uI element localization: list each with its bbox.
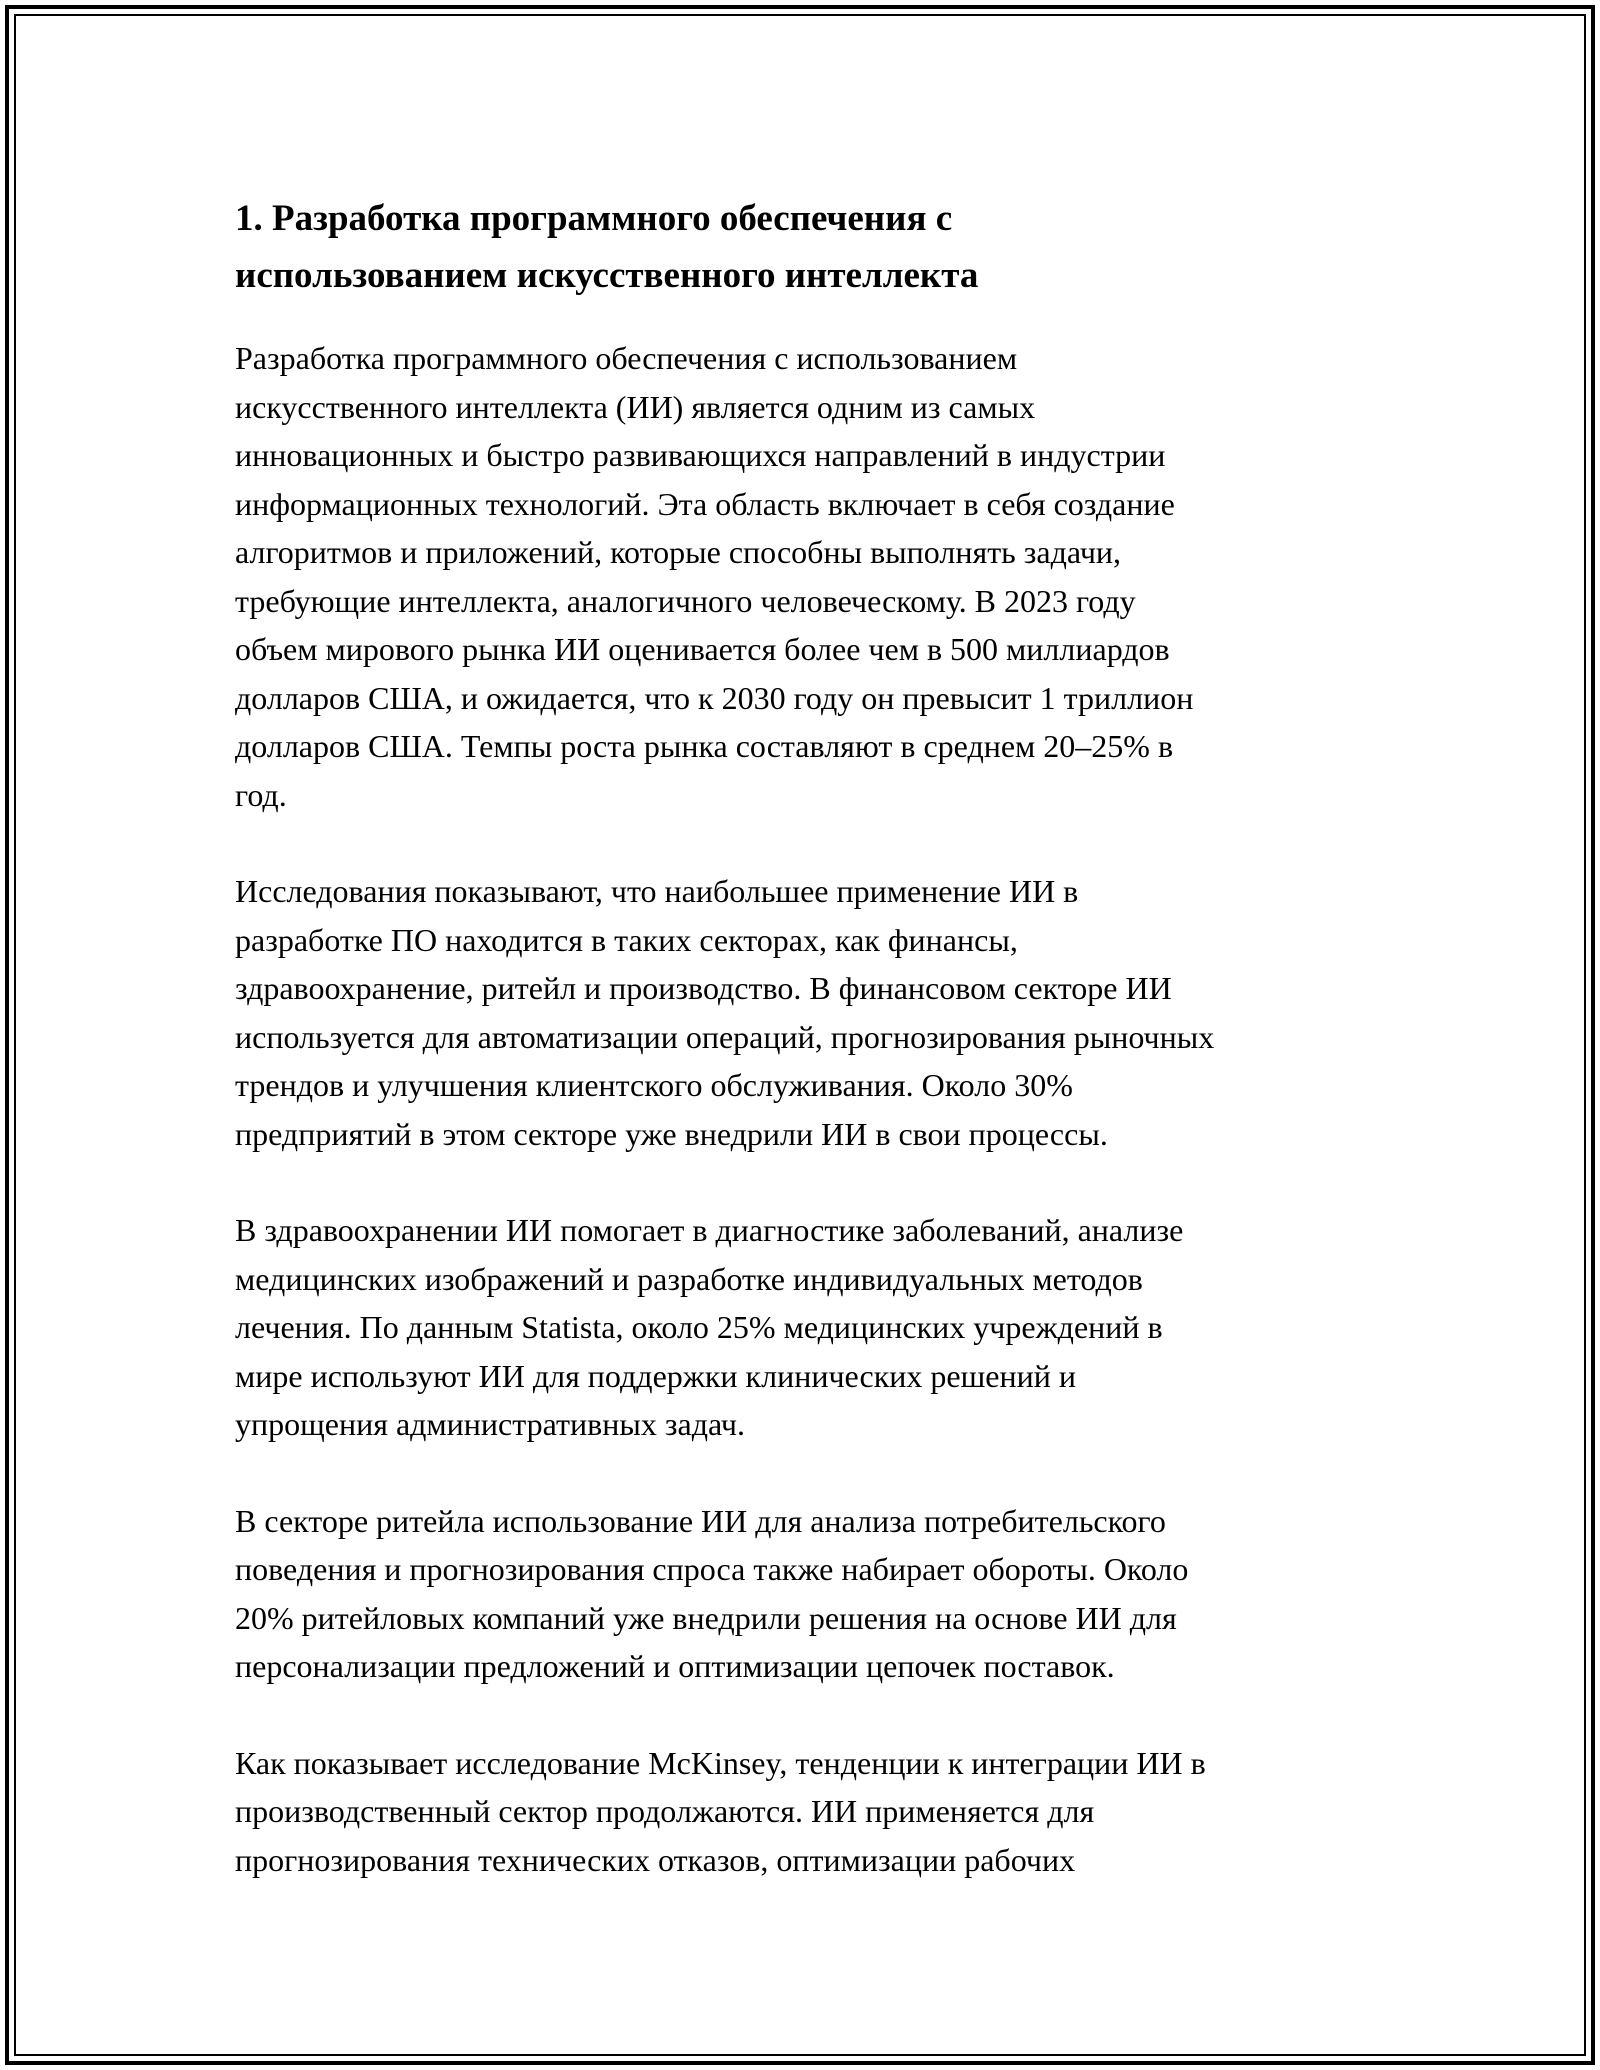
text-line: здравоохранение, ритейл и производство. В финансовом секторе ИИ (235, 970, 1172, 1006)
text-line: разработке ПО находится в таких секторах, как финансы, (235, 921, 1018, 958)
text-line: упрощения административных задач. (235, 1406, 745, 1442)
heading-line: использованием искусственного интеллекта (235, 255, 979, 296)
text-line: используется для автоматизации операций, прогнозирования рыночных (235, 1018, 1215, 1055)
text-line: Как показывает исследование McKinsey, тенденции к интеграции ИИ в (235, 1744, 1206, 1781)
paragraph-retail-sector (235, 1497, 1375, 1691)
text-line: предприятий в этом секторе уже внедрили ИИ в свои процессы. (235, 1115, 1108, 1152)
text-line: производственный сектор продолжаются. ИИ применяется для (235, 1793, 1095, 1829)
paragraph-finance-sector (235, 867, 1375, 1158)
text-line: лечения. По данным Statista, около 25% медицинских учреждений в (235, 1309, 1163, 1345)
text-line: долларов США, и ожидается, что к 2030 году он превысит 1 триллион (235, 679, 1194, 716)
text-line: Исследования показывают, что наибольшее применение ИИ в (235, 873, 1079, 909)
text-line: инновационных и быстро развивающихся направлений в индустрии (235, 437, 1166, 473)
text-line: объем мирового рынка ИИ оценивается более чем в 500 миллиардов (235, 631, 1170, 667)
text-line: алгоритмов и приложений, которые способны выполнять задачи, (235, 534, 1122, 570)
text-line: прогнозирования технических отказов, оптимизации рабочих (235, 1841, 1076, 1878)
text-line: В здравоохранении ИИ помогает в диагностике заболеваний, анализе (235, 1212, 1184, 1248)
text-line: поведения и прогнозирования спроса также набирает обороты. Около (235, 1551, 1189, 1587)
text-line: В секторе ритейла использование ИИ для анализа потребительского (235, 1502, 1166, 1539)
text-line: персонализации предложений и оптимизации цепочек поставок. (235, 1648, 1115, 1684)
paragraph-market-overview (235, 334, 1375, 819)
text-line: год. (235, 776, 287, 813)
text-line: искусственного интеллекта (ИИ) является одним из самых (235, 388, 1036, 425)
heading-line: 1. Разработка программного обеспечения с (235, 198, 953, 239)
text-line: требующие интеллекта, аналогичного человеческому. В 2023 году (235, 582, 1136, 619)
text-line: 20% ритейловых компаний уже внедрили решения на основе ИИ для (235, 1599, 1177, 1636)
document-body (235, 190, 1375, 1932)
section-heading (235, 190, 1375, 304)
text-line: мире используют ИИ для поддержки клинических решений и (235, 1357, 1076, 1394)
paragraph-manufacturing-sector (235, 1739, 1375, 1885)
text-line: трендов и улучшения клиентского обслуживания. Около 30% (235, 1067, 1073, 1103)
text-line: Разработка программного обеспечения с использованием (235, 340, 1018, 376)
paragraph-healthcare-sector (235, 1206, 1375, 1449)
text-line: медицинских изображений и разработке индивидуальных методов (235, 1260, 1143, 1297)
text-line: долларов США. Темпы роста рынка составляют в среднем 20–25% в (235, 728, 1174, 764)
text-line: информационных технологий. Эта область включает в себя создание (235, 485, 1175, 522)
